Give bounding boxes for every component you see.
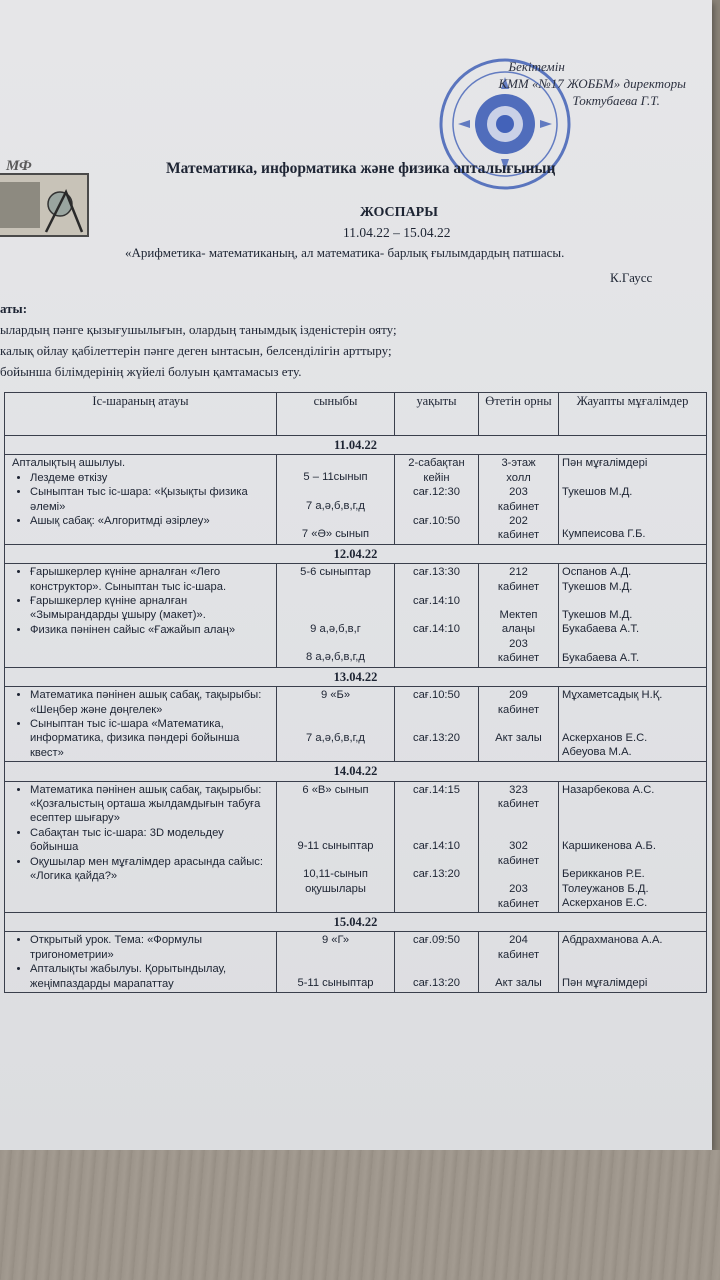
event-title: Апталықтың ашылуы.	[12, 457, 126, 470]
header-class: сыныбы	[277, 393, 395, 436]
header-place: Өтетін орны	[479, 393, 559, 436]
place-value: кабинет	[497, 529, 540, 542]
spacer	[280, 513, 391, 527]
teacher-name: Тукешов М.Д.	[562, 609, 633, 622]
place-value: кабинет	[497, 854, 540, 867]
time-value: сағ.13:20	[412, 976, 460, 989]
spacer	[280, 962, 391, 976]
day-date: 11.04.22	[5, 436, 707, 455]
spacer	[398, 797, 475, 811]
teacher-name: Аскерханов Е.С.	[562, 731, 648, 744]
spacer	[562, 513, 703, 527]
event-item: • Сыныптан тыс іс-шара: «Қызықты физика әлемі»	[30, 485, 273, 514]
spacer	[398, 948, 475, 962]
place-value: кабинет	[497, 580, 540, 593]
teacher-name: Мұхаметсадық Н.Қ.	[562, 689, 663, 702]
spacer	[562, 825, 703, 839]
epigraph-author: К.Гаусс	[610, 270, 653, 285]
spacer	[562, 811, 703, 825]
place-value: кабинет	[497, 797, 540, 810]
teacher-name: Каршикенова А.Б.	[562, 839, 656, 852]
class-cell	[277, 781, 395, 912]
teacher-cell	[559, 932, 707, 993]
event-item: • Лездеме өткізу	[30, 471, 273, 485]
spacer	[482, 717, 555, 731]
date-row	[5, 762, 707, 781]
teacher-name: Пән мұғалімдері	[562, 976, 648, 989]
place-cell	[479, 564, 559, 667]
spacer	[398, 717, 475, 731]
time-cell	[395, 687, 479, 762]
place-value: кабинет	[497, 500, 540, 513]
day-date: 12.04.22	[5, 544, 707, 563]
event-item: • Ғарышкерлер күніне арналған «Зымырандарды ұшыру (макет)».	[30, 594, 273, 623]
epigraph-quote: «Арифметика- математиканың, ал математика- барлық ғылымдардың патшасы.	[125, 245, 565, 260]
spacer	[280, 797, 391, 811]
teacher-name: Букабаева А.Т.	[562, 651, 640, 664]
teacher-cell	[559, 687, 707, 762]
class-cell	[277, 455, 395, 544]
event-cell	[5, 564, 277, 667]
spacer	[398, 580, 475, 594]
spacer	[562, 962, 703, 976]
place-value: 209	[509, 689, 528, 702]
spacer	[280, 717, 391, 731]
goal-line: калық ойлау қабілеттерін пәнге деген ынтасын, белсенділігін арттыру;	[0, 343, 392, 358]
event-item: • Математика пәнінен ашық сабақ, тақырыбы: «Шеңбер және дөңгелек»	[30, 688, 273, 717]
spacer	[280, 580, 391, 594]
class-value: 7 «Ә» сынып	[301, 528, 370, 541]
place-cell	[479, 687, 559, 762]
spacer	[398, 811, 475, 825]
date-row	[5, 667, 707, 686]
spacer	[482, 825, 555, 839]
class-value: 9 а,ә,б,в,г	[310, 622, 361, 635]
class-value: 7 а,ә,б,в,г,д	[306, 731, 365, 744]
header-teachers: Жауапты мұғалімдер	[559, 393, 707, 436]
approval-line-2: КММ «№17 ЖОББМ» директоры	[498, 76, 686, 91]
class-value: 5-11 сыныптар	[297, 976, 374, 989]
place-value: холл	[506, 471, 531, 484]
day-date: 13.04.22	[5, 667, 707, 686]
spacer	[280, 485, 391, 499]
spacer	[398, 500, 475, 514]
svg-text:МФ: МФ	[6, 158, 32, 174]
place-cell	[479, 932, 559, 993]
time-value: сағ.14:10	[412, 623, 460, 636]
time-value: сағ.10:50	[412, 514, 460, 527]
teacher-name: Тукешов М.Д.	[562, 580, 633, 593]
place-value: кабинет	[497, 652, 540, 665]
teacher-cell	[559, 564, 707, 667]
place-value: кабинет	[497, 948, 540, 961]
time-value: сағ.09:50	[412, 934, 460, 947]
place-value: кабинет	[497, 703, 540, 716]
event-cell	[5, 687, 277, 762]
time-value: сағ.12:30	[412, 486, 460, 499]
spacer	[280, 825, 391, 839]
place-value: 202	[509, 515, 528, 528]
class-value: 9-11 сыныптар	[297, 839, 374, 852]
class-value: 5 – 11сынып	[303, 471, 368, 484]
spacer	[562, 471, 703, 485]
class-cell	[277, 932, 395, 993]
place-value: алаңы	[501, 623, 536, 636]
teacher-name: Аскерханов Е.С.	[562, 897, 648, 910]
header-time: уақыты	[395, 393, 479, 436]
school-logo-image	[0, 152, 96, 242]
spacer	[562, 948, 703, 962]
spacer	[562, 853, 703, 867]
document-title: Математика, информатика және физика апталығының	[166, 160, 556, 177]
plan-dates: 11.04.22 – 15.04.22	[343, 225, 451, 240]
header-event: Іс-шараның атауы	[5, 393, 277, 436]
date-row	[5, 436, 707, 455]
spacer	[482, 811, 555, 825]
class-value: 6 «В» сынып	[302, 783, 369, 796]
spacer	[562, 703, 703, 717]
time-value: сағ.13:20	[412, 731, 460, 744]
event-item: • Ашық сабақ: «Алгоритмді әзірлеу»	[30, 514, 273, 528]
time-cell	[395, 455, 479, 544]
table-row	[5, 455, 707, 544]
class-value: 5-6 сыныптар	[300, 566, 371, 579]
event-item: • Сыныптан тыс іс-шара «Математика, информатика, физика пәндері бойынша квест»	[30, 717, 273, 760]
table-row	[5, 932, 707, 993]
spacer	[482, 962, 555, 976]
time-value: 2-сабақтан	[408, 457, 465, 470]
event-item: • Сабақтан тыс іс-шара: 3D модельдеу бойынша	[30, 826, 273, 855]
time-value: сағ.14:10	[412, 839, 460, 852]
class-value: оқушылары	[305, 882, 366, 895]
day-date: 14.04.22	[5, 762, 707, 781]
event-item: • Оқушылар мен мұғалімдер арасында сайыс: «Логика қайда?»	[30, 855, 273, 884]
time-cell	[395, 781, 479, 912]
teacher-name: Букабаева А.Т.	[562, 623, 640, 636]
place-value: 3-этаж	[501, 457, 536, 470]
spacer	[280, 853, 391, 867]
event-item: • Открытый урок. Тема: «Формулы тригонометрии»	[30, 933, 273, 962]
day-date: 15.04.22	[5, 912, 707, 931]
place-value: 203	[509, 486, 528, 499]
spacer	[562, 499, 703, 513]
class-cell	[277, 564, 395, 667]
table-header-row	[5, 393, 707, 436]
place-value: 212	[509, 566, 528, 579]
place-value: Акт залы	[495, 977, 542, 990]
teacher-cell	[559, 455, 707, 544]
spacer	[562, 594, 703, 608]
table-row	[5, 687, 707, 762]
teacher-name: Берикканов Р.Е.	[562, 868, 645, 881]
spacer	[280, 703, 391, 717]
teacher-name: Тукешов М.Д.	[562, 485, 633, 498]
plan-table	[4, 392, 707, 993]
place-value: 203	[509, 637, 528, 650]
event-cell	[5, 932, 277, 993]
class-value: 7 а,ә,б,в,г,д	[306, 499, 365, 512]
event-item: • Физика пәнінен сайыс «Ғажайып алаң»	[30, 623, 273, 637]
class-value: 9 «Г»	[321, 934, 350, 947]
goals-section	[0, 298, 397, 382]
time-value: сағ.10:50	[412, 689, 460, 702]
spacer	[280, 456, 391, 470]
place-value: 204	[509, 934, 528, 947]
approval-line-1: Бекітемін	[508, 59, 565, 74]
spacer	[280, 948, 391, 962]
time-value: кейін	[423, 471, 450, 484]
place-value: Акт залы	[495, 731, 542, 744]
time-value: сағ.13:30	[412, 566, 460, 579]
spacer	[398, 853, 475, 867]
teacher-name: Назарбекова А.С.	[562, 783, 655, 796]
spacer	[398, 703, 475, 717]
goals-heading: аты:	[0, 301, 28, 316]
teacher-name: Пән мұғалімдері	[562, 457, 648, 470]
event-item: • Математика пәнінен ашық сабақ, тақырыбы: «Қозғалыстың орташа жылдамдығын табуға есептер шығару»	[30, 783, 273, 826]
table-row	[5, 564, 707, 667]
place-value: 302	[509, 840, 528, 853]
desk-surface	[0, 1150, 720, 1280]
spacer	[280, 811, 391, 825]
spacer	[398, 825, 475, 839]
spacer	[562, 637, 703, 651]
spacer	[562, 717, 703, 731]
place-value: 203	[509, 883, 528, 896]
date-row	[5, 912, 707, 931]
table-body	[5, 436, 707, 993]
place-value: 323	[509, 783, 528, 796]
event-item: • Ғарышкерлер күніне арналған «Лего конструктор». Сыныптан тыс іс-шара.	[30, 565, 273, 594]
spacer	[280, 636, 391, 650]
teacher-name: Оспанов А.Д.	[562, 566, 632, 579]
approval-block	[498, 58, 686, 109]
class-value: 9 «Б»	[320, 689, 351, 702]
spacer	[482, 868, 555, 882]
place-value: Мектеп	[499, 609, 538, 622]
approval-line-3: Токтубаева Г.Т.	[572, 93, 660, 108]
spacer	[398, 962, 475, 976]
time-value: сағ.13:20	[412, 868, 460, 881]
place-cell	[479, 455, 559, 544]
time-cell	[395, 564, 479, 667]
goal-line: ылардың пәнге қызығушылығын, олардың танымдық ізденістерін ояту;	[0, 322, 397, 337]
class-cell	[277, 687, 395, 762]
class-value: 10,11-сынып	[303, 868, 368, 881]
spacer	[280, 608, 391, 622]
event-cell	[5, 455, 277, 544]
plan-heading: ЖОСПАРЫ	[360, 205, 438, 220]
spacer	[280, 594, 391, 608]
teacher-name: Толеужанов Б.Д.	[562, 882, 649, 895]
event-cell	[5, 781, 277, 912]
teacher-name: Абдрахманова А.А.	[562, 934, 663, 947]
event-item: • Апталықты жабылуы. Қорытындылау, жеңімпаздарды марапаттау	[30, 962, 273, 991]
time-value: сағ.14:10	[412, 594, 460, 607]
place-cell	[479, 781, 559, 912]
spacer	[562, 797, 703, 811]
goal-line: бойынша білімдерінің жүйелі болуын қамтамасыз ету.	[0, 364, 302, 379]
teacher-cell	[559, 781, 707, 912]
time-value: сағ.14:15	[412, 783, 460, 796]
spacer	[482, 594, 555, 608]
spacer	[398, 608, 475, 622]
time-cell	[395, 932, 479, 993]
teacher-name: Абеуова М.А.	[562, 745, 632, 758]
date-row	[5, 544, 707, 563]
place-value: кабинет	[497, 897, 540, 910]
teacher-name: Кумпеисова Г.Б.	[562, 528, 646, 541]
class-value: 8 а,ә,б,в,г,д	[306, 651, 365, 664]
table-row	[5, 781, 707, 912]
